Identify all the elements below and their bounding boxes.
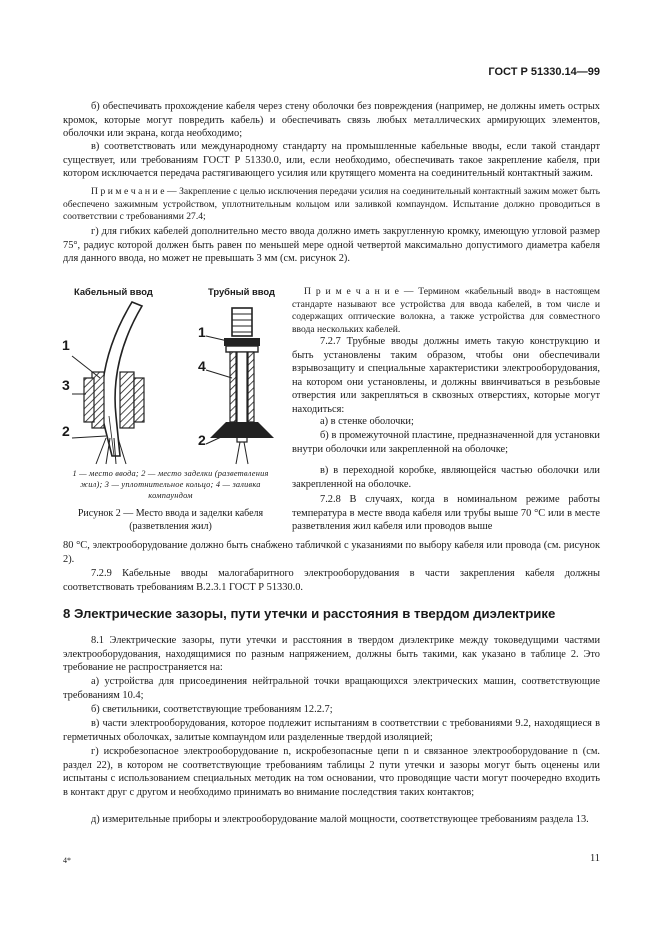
exception-d: д) измерительные приборы и электрооборудование малой мощности, соответствующее требованиям раздела 13.	[91, 814, 589, 825]
figure-label-conduit-entry: Трубный ввод	[208, 286, 275, 297]
figure-2-drawing	[60, 298, 280, 466]
item-v: в) в переходной коробке, являющейся частью оболочки или закрепленной на оболочке.	[292, 465, 600, 490]
callout-right-1: 1	[198, 324, 206, 340]
exception-v: в) части электрооборудования, которое подлежит испытаниям в соответствии с требованиями 9.2, находящиеся в герметичных оболочках, залитые компаундом или разделенные твердой изоляцией;	[63, 718, 600, 743]
paragraph-b: б) обеспечивать прохождение кабеля через стену оболочки без повреждения (например, не должны иметь острых кромок, которые могут повредить кабель) и обеспечивать связь любых металлических армирующих элементов, оболочки или экрана, когда необходимо;	[63, 101, 600, 140]
note-1: П р и м е ч а н и е — Закрепление с целью исключения передачи усилия на соединительный контактный зажим может быть обеспечено зажимным устройством, уплотнительным кольцом или заливкой компаундом. Испытание должно проводиться в соответствии с требованиями 27.4;	[63, 186, 600, 223]
exception-a: а) устройства для присоединения нейтральной точки вращающихся электрических машин, соответствующие требованиям 10.4;	[63, 676, 600, 701]
document-code: ГОСТ Р 51330.14—99	[488, 66, 600, 78]
paragraph-v: в) соответствовать или международному стандарту на промышленные кабельные вводы, если такой стандарт существует, или требованиям ГОСТ Р 51330.0, или, если необходимо, обеспечивать такое закрепление кабеля, при котором исключается передача растягивающего усилия или крутящего момента на соединительный контактный зажим.	[63, 141, 600, 180]
callout-right-2: 2	[198, 432, 206, 448]
figure-label-cable-entry: Кабельный ввод	[74, 286, 153, 297]
item-a: а) в стенке оболочки;	[320, 416, 414, 427]
paragraph-8-1: 8.1 Электрические зазоры, пути утечки и расстояния в твердом диэлектрике между токоведущими частями электрооборудования, находящимися по разным напряжением, должны быть такими, как указано в таблице 2. Это требование не распространяется на:	[63, 635, 600, 674]
exception-g: г) искробезопасное электрооборудование n, искробезопасные цепи n и связанное электрооборудование n (см. раздел 22), в котором не соответствующие требованиям таблицы 2 пути утечки и зазоры могут быть оценены или испытаны с использованием специальных методик на том основании, что проводящие части могут поочередно входить в контакт друг с другом и необходимо принимать во внимание последствия таких контактов;	[63, 746, 600, 798]
paragraph-7-2-8-part-1: 7.2.8 В случаях, когда в номинальном режиме работы температура в месте ввода кабеля или трубы выше 70 °С или в месте разветвления жил кабеля или проводов выше	[292, 494, 600, 533]
section-8-title: 8 Электрические зазоры, пути утечки и расстояния в твердом диэлектрике	[63, 606, 556, 621]
paragraph-7-2-8-part-2: 80 °С, электрооборудование должно быть снабжено табличкой с указаниями по выбору кабеля или провода (см. рисунок 2).	[63, 540, 600, 565]
page-number: 11	[589, 853, 600, 864]
callout-right-4: 4	[198, 358, 206, 374]
figure-caption-line-2: (разветвления жил)	[129, 521, 212, 532]
callout-left-2: 2	[62, 423, 70, 439]
figure-caption	[63, 507, 278, 533]
paragraph-g: г) для гибких кабелей дополнительно место ввода должно иметь закругленную кромку, имеющую угловой размер 75°, радиус которой должен быть равен по меньшей мере одной четвертой максимально допустимого диаметра кабеля для данного ввода, но может не превышать 3 мм (см. рисунок 2).	[63, 226, 600, 265]
paragraph-7-2-9: 7.2.9 Кабельные вводы малогабаритного электрооборудования в части закрепления кабеля должны соответствовать требованиям В.2.3.1 ГОСТ Р 51330.0.	[63, 568, 600, 593]
conduit-entry-drawing	[206, 308, 274, 464]
figure-legend: 1 — место ввода; 2 — место заделки (разветвления жил); 3 — уплотнительное кольцо; 4 — заливка компаундом	[72, 469, 269, 501]
callout-left-3: 3	[62, 377, 70, 393]
exception-b: б) светильники, соответствующие требованиям 12.2.7;	[91, 704, 333, 715]
note-2: П р и м е ч а н и е — Термином «кабельный ввод» в настоящем стандарте называют все устройства для ввода кабелей, в том числе и содержащих оптические волокна, а также устройства для совместного ввода нескольких кабелей.	[292, 286, 600, 335]
callout-left-1: 1	[62, 337, 70, 353]
item-b: б) в промежуточной пластине, предназначенной для установки внутри оболочки или закрепленной на оболочке;	[292, 430, 600, 455]
paragraph-7-2-7: 7.2.7 Трубные вводы должны иметь такую конструкцию и быть установлены таким образом, чтобы они обеспечивали взрывозащиту и специальные характеристики электрооборудования, на котором они установлены, и должны ввинчиваться в резьбовые отверстия или закрепляться в сквозных отверстиях, которые могут находиться:	[292, 336, 600, 415]
figure-caption-line-1: Рисунок 2 — Место ввода и заделки кабеля	[77, 508, 264, 519]
cable-entry-drawing	[72, 302, 144, 464]
sheet-mark: 4*	[63, 856, 71, 865]
